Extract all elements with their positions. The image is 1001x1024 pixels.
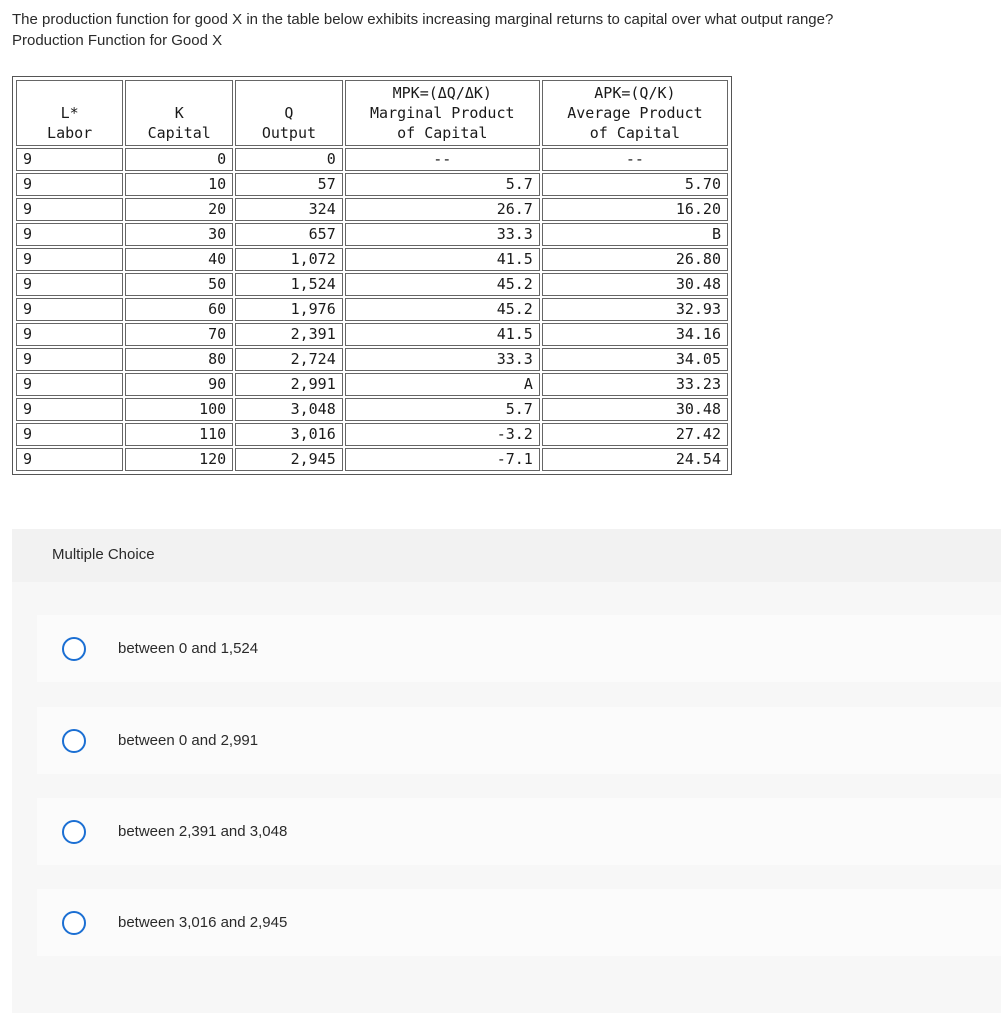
choice-option-2[interactable]	[37, 707, 1001, 774]
table-row	[16, 448, 728, 471]
cell-mpk: --	[345, 148, 540, 171]
choice-option-4[interactable]	[37, 889, 1001, 956]
table-caption: Production Function for Good X	[12, 32, 223, 49]
choice-option-1[interactable]	[37, 615, 1001, 682]
table-row	[16, 173, 728, 196]
table-header-row	[16, 80, 728, 146]
cell-capital: 0	[125, 148, 233, 171]
cell-capital: 120	[125, 448, 233, 471]
header-output: Q Output	[235, 80, 343, 146]
cell-output: 57	[235, 173, 343, 196]
choice-option-3[interactable]	[37, 798, 1001, 865]
cell-apk: 32.93	[542, 298, 728, 321]
header-capital: K Capital	[125, 80, 233, 146]
cell-mpk: 33.3	[345, 348, 540, 371]
cell-labor: 9	[16, 173, 123, 196]
cell-labor: 9	[16, 448, 123, 471]
table-row	[16, 348, 728, 371]
cell-capital: 10	[125, 173, 233, 196]
cell-output: 1,072	[235, 248, 343, 271]
table-row	[16, 423, 728, 446]
table-row	[16, 298, 728, 321]
cell-output: 3,048	[235, 398, 343, 421]
cell-labor: 9	[16, 348, 123, 371]
cell-capital: 110	[125, 423, 233, 446]
cell-apk: 5.70	[542, 173, 728, 196]
header-labor: L* Labor	[16, 80, 123, 146]
multiple-choice-label: Multiple Choice	[52, 546, 155, 563]
choice-option-label: between 2,391 and 3,048	[118, 823, 288, 840]
cell-apk: 16.20	[542, 198, 728, 221]
cell-mpk: 26.7	[345, 198, 540, 221]
production-function-table	[12, 76, 732, 475]
cell-capital: 40	[125, 248, 233, 271]
cell-capital: 30	[125, 223, 233, 246]
cell-labor: 9	[16, 323, 123, 346]
table-row	[16, 198, 728, 221]
cell-labor: 9	[16, 298, 123, 321]
cell-apk: 24.54	[542, 448, 728, 471]
question-prompt: The production function for good X in the table below exhibits increasing marginal returns to capital over what output range?	[12, 11, 834, 28]
cell-output: 324	[235, 198, 343, 221]
cell-labor: 9	[16, 148, 123, 171]
cell-apk: 30.48	[542, 273, 728, 296]
cell-mpk: 45.2	[345, 273, 540, 296]
question-text	[12, 9, 992, 51]
cell-apk: 30.48	[542, 398, 728, 421]
radio-button-icon[interactable]	[62, 637, 86, 661]
choice-option-label: between 0 and 2,991	[118, 732, 259, 749]
table-row	[16, 148, 728, 171]
table-row	[16, 273, 728, 296]
cell-capital: 100	[125, 398, 233, 421]
cell-labor: 9	[16, 248, 123, 271]
multiple-choice-options	[12, 582, 1001, 1013]
cell-mpk: 5.7	[345, 173, 540, 196]
cell-capital: 80	[125, 348, 233, 371]
cell-capital: 60	[125, 298, 233, 321]
cell-output: 657	[235, 223, 343, 246]
cell-capital: 20	[125, 198, 233, 221]
header-apk: APK=(Q/K) Average Product of Capital	[542, 80, 728, 146]
table-row	[16, 223, 728, 246]
cell-mpk: 41.5	[345, 323, 540, 346]
radio-button-icon[interactable]	[62, 820, 86, 844]
radio-button-icon[interactable]	[62, 729, 86, 753]
cell-apk: 34.05	[542, 348, 728, 371]
cell-output: 2,724	[235, 348, 343, 371]
cell-labor: 9	[16, 373, 123, 396]
cell-capital: 70	[125, 323, 233, 346]
cell-capital: 50	[125, 273, 233, 296]
choice-option-label: between 3,016 and 2,945	[118, 914, 288, 931]
cell-mpk: -7.1	[345, 448, 540, 471]
cell-labor: 9	[16, 273, 123, 296]
cell-output: 2,945	[235, 448, 343, 471]
cell-apk: 34.16	[542, 323, 728, 346]
choice-option-label: between 0 and 1,524	[118, 640, 259, 657]
table-row	[16, 248, 728, 271]
cell-output: 0	[235, 148, 343, 171]
multiple-choice-panel	[12, 529, 1001, 1013]
cell-mpk: 5.7	[345, 398, 540, 421]
cell-output: 3,016	[235, 423, 343, 446]
cell-apk: 33.23	[542, 373, 728, 396]
table-row	[16, 373, 728, 396]
cell-apk: --	[542, 148, 728, 171]
cell-labor: 9	[16, 223, 123, 246]
cell-apk: B	[542, 223, 728, 246]
table-row	[16, 398, 728, 421]
cell-apk: 26.80	[542, 248, 728, 271]
cell-mpk: 33.3	[345, 223, 540, 246]
cell-mpk: A	[345, 373, 540, 396]
cell-apk: 27.42	[542, 423, 728, 446]
cell-labor: 9	[16, 198, 123, 221]
cell-output: 1,524	[235, 273, 343, 296]
cell-output: 2,391	[235, 323, 343, 346]
table-row	[16, 323, 728, 346]
cell-mpk: 41.5	[345, 248, 540, 271]
cell-output: 2,991	[235, 373, 343, 396]
cell-mpk: 45.2	[345, 298, 540, 321]
cell-capital: 90	[125, 373, 233, 396]
cell-labor: 9	[16, 423, 123, 446]
cell-labor: 9	[16, 398, 123, 421]
radio-button-icon[interactable]	[62, 911, 86, 935]
cell-output: 1,976	[235, 298, 343, 321]
cell-mpk: -3.2	[345, 423, 540, 446]
header-mpk: MPK=(ΔQ/ΔK) Marginal Product of Capital	[345, 80, 540, 146]
